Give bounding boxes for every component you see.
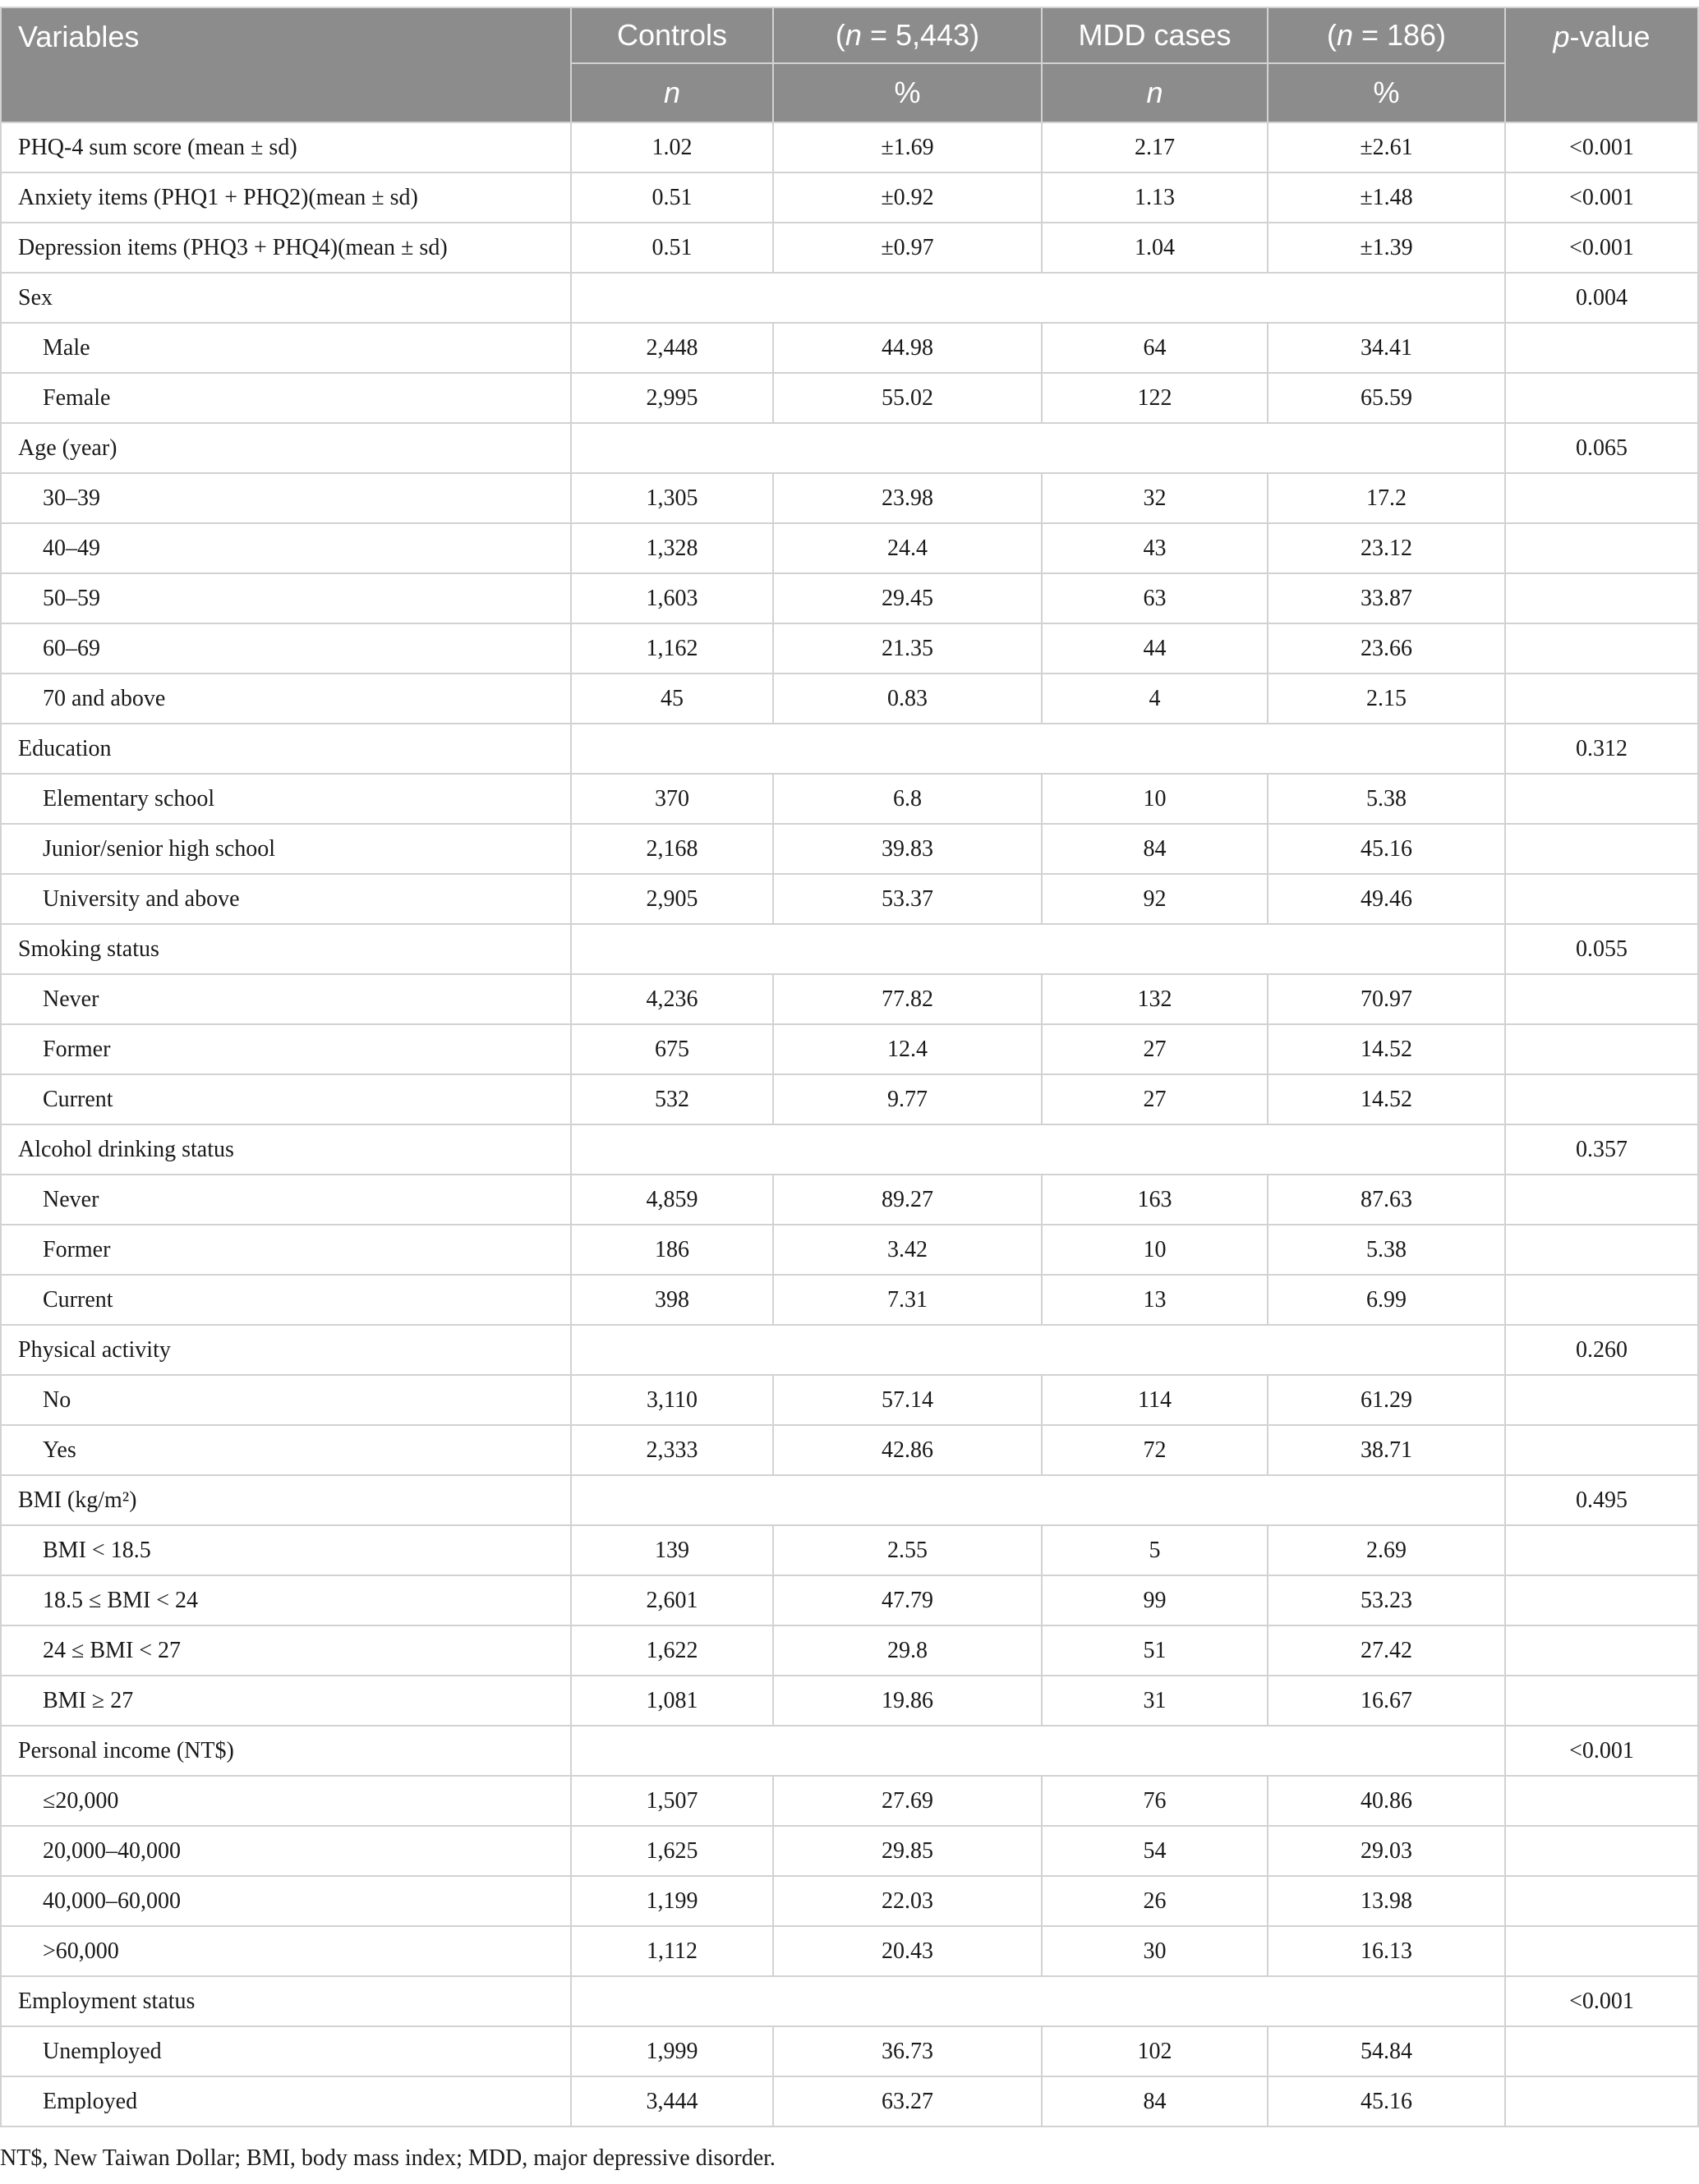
mdd-n-cell: 5 [1042, 1525, 1268, 1575]
controls-n-cell: 370 [571, 774, 773, 824]
mdd-n-cell: 54 [1042, 1826, 1268, 1876]
row-label: Depression items (PHQ3 + PHQ4)(mean ± sd) [1, 223, 571, 273]
table-row [1, 172, 1698, 223]
mdd-n-cell: 64 [1042, 323, 1268, 373]
row-label: Personal income (NT$) [1, 1726, 571, 1776]
row-label: BMI ≥ 27 [1, 1676, 571, 1726]
table-row [1, 1525, 1698, 1575]
p-value-cell [1505, 1024, 1698, 1074]
p-value-cell [1505, 874, 1698, 924]
mdd-pct-cell: ±2.61 [1268, 122, 1505, 172]
controls-n-cell: 3,110 [571, 1375, 773, 1425]
p-value-cell: <0.001 [1505, 172, 1698, 223]
p-value-cell [1505, 1425, 1698, 1475]
table-row [1, 122, 1698, 172]
p-value-cell [1505, 1676, 1698, 1726]
controls-pct-cell: 89.27 [773, 1175, 1042, 1225]
mdd-n-cell: 92 [1042, 874, 1268, 924]
p-value-cell [1505, 2076, 1698, 2127]
mdd-pct-cell: 53.23 [1268, 1575, 1505, 1625]
table-row [1, 824, 1698, 874]
mdd-pct-cell: 54.84 [1268, 2026, 1505, 2076]
category-spacer [571, 1475, 1505, 1525]
controls-pct-cell: 27.69 [773, 1776, 1042, 1826]
p-value-cell [1505, 974, 1698, 1024]
mdd-pct-cell: 33.87 [1268, 573, 1505, 623]
p-value-cell [1505, 1225, 1698, 1275]
mdd-pct-cell: 23.66 [1268, 623, 1505, 674]
mdd-pct-cell: 45.16 [1268, 2076, 1505, 2127]
mdd-n-cell: 102 [1042, 2026, 1268, 2076]
row-label: Age (year) [1, 423, 571, 473]
p-value-cell [1505, 523, 1698, 573]
row-label: 20,000–40,000 [1, 1826, 571, 1876]
mdd-n-cell: 26 [1042, 1876, 1268, 1926]
mdd-n-cell: 2.17 [1042, 122, 1268, 172]
table-row [1, 1325, 1698, 1375]
row-label: 30–39 [1, 473, 571, 523]
table-row [1, 623, 1698, 674]
p-value-cell: <0.001 [1505, 223, 1698, 273]
mdd-n-cell: 84 [1042, 824, 1268, 874]
controls-n-cell: 2,448 [571, 323, 773, 373]
controls-n-cell: 675 [571, 1024, 773, 1074]
row-label: Employment status [1, 1976, 571, 2026]
row-label: 40,000–60,000 [1, 1876, 571, 1926]
category-spacer [571, 1325, 1505, 1375]
mdd-pct-cell: 5.38 [1268, 1225, 1505, 1275]
mdd-n-cell: 30 [1042, 1926, 1268, 1976]
p-value-cell: 0.055 [1505, 924, 1698, 974]
table-row [1, 774, 1698, 824]
p-value-cell [1505, 1525, 1698, 1575]
header-controls-n: (n = 5,443) [773, 7, 1042, 63]
p-value-cell [1505, 1776, 1698, 1826]
mdd-n-cell: 76 [1042, 1776, 1268, 1826]
controls-n-cell: 1,507 [571, 1776, 773, 1826]
mdd-n-cell: 63 [1042, 573, 1268, 623]
controls-n-cell: 1,603 [571, 573, 773, 623]
row-label: BMI (kg/m²) [1, 1475, 571, 1525]
row-label: Sex [1, 273, 571, 323]
mdd-pct-cell: 87.63 [1268, 1175, 1505, 1225]
p-value-cell: 0.495 [1505, 1475, 1698, 1525]
mdd-n-cell: 114 [1042, 1375, 1268, 1425]
p-value-cell [1505, 824, 1698, 874]
row-label: Unemployed [1, 2026, 571, 2076]
controls-n-cell: 1,081 [571, 1676, 773, 1726]
controls-pct-cell: 19.86 [773, 1676, 1042, 1726]
mdd-pct-cell: 17.2 [1268, 473, 1505, 523]
controls-n-cell: 4,236 [571, 974, 773, 1024]
controls-pct-cell: 57.14 [773, 1375, 1042, 1425]
mdd-pct-cell: 40.86 [1268, 1776, 1505, 1826]
controls-n-cell: 532 [571, 1074, 773, 1124]
row-label: ≤20,000 [1, 1776, 571, 1826]
category-spacer [571, 924, 1505, 974]
p-value-cell: <0.001 [1505, 1726, 1698, 1776]
controls-n-cell: 2,905 [571, 874, 773, 924]
controls-n-cell: 1,625 [571, 1826, 773, 1876]
controls-n-cell: 1,199 [571, 1876, 773, 1926]
controls-pct-cell: ±0.97 [773, 223, 1042, 273]
p-value-cell [1505, 1876, 1698, 1926]
table-row [1, 974, 1698, 1024]
mdd-n-cell: 10 [1042, 774, 1268, 824]
controls-pct-cell: 23.98 [773, 473, 1042, 523]
row-label: Smoking status [1, 924, 571, 974]
mdd-pct-cell: 29.03 [1268, 1826, 1505, 1876]
p-value-cell [1505, 1625, 1698, 1676]
row-label: Employed [1, 2076, 571, 2127]
mdd-pct-cell: 2.15 [1268, 674, 1505, 724]
controls-n-cell: 1,999 [571, 2026, 773, 2076]
table-row [1, 1726, 1698, 1776]
mdd-n-cell: 72 [1042, 1425, 1268, 1475]
controls-pct-cell: 20.43 [773, 1926, 1042, 1976]
row-label: Anxiety items (PHQ1 + PHQ2)(mean ± sd) [1, 172, 571, 223]
table-row [1, 1024, 1698, 1074]
p-value-cell [1505, 1826, 1698, 1876]
controls-pct-cell: 29.85 [773, 1826, 1042, 1876]
controls-n-cell: 4,859 [571, 1175, 773, 1225]
table-row [1, 674, 1698, 724]
controls-n-cell: 1,162 [571, 623, 773, 674]
controls-n-cell: 2,333 [571, 1425, 773, 1475]
mdd-n-cell: 99 [1042, 1575, 1268, 1625]
row-label: Junior/senior high school [1, 824, 571, 874]
table-row [1, 473, 1698, 523]
controls-n-cell: 1,622 [571, 1625, 773, 1676]
table-footnote: NT$, New Taiwan Dollar; BMI, body mass index; MDD, major depressive disorder. [0, 2145, 776, 2171]
table-row [1, 1625, 1698, 1676]
p-value-cell [1505, 1375, 1698, 1425]
p-value-cell: <0.001 [1505, 1976, 1698, 2026]
table-row [1, 1676, 1698, 1726]
mdd-n-cell: 163 [1042, 1175, 1268, 1225]
controls-n-cell: 0.51 [571, 172, 773, 223]
row-label: University and above [1, 874, 571, 924]
category-spacer [571, 1976, 1505, 2026]
table-row [1, 2026, 1698, 2076]
table-row [1, 1124, 1698, 1175]
mdd-n-cell: 132 [1042, 974, 1268, 1024]
mdd-n-cell: 4 [1042, 674, 1268, 724]
p-value-cell [1505, 674, 1698, 724]
controls-n-cell: 45 [571, 674, 773, 724]
subheader-controls-pct: % [773, 63, 1042, 122]
mdd-pct-cell: 16.67 [1268, 1676, 1505, 1726]
p-value-cell [1505, 1926, 1698, 1976]
controls-pct-cell: 47.79 [773, 1575, 1042, 1625]
mdd-pct-cell: 61.29 [1268, 1375, 1505, 1425]
mdd-pct-cell: 38.71 [1268, 1425, 1505, 1475]
category-spacer [571, 273, 1505, 323]
table-row [1, 924, 1698, 974]
mdd-n-cell: 84 [1042, 2076, 1268, 2127]
controls-pct-cell: 42.86 [773, 1425, 1042, 1475]
controls-pct-cell: 7.31 [773, 1275, 1042, 1325]
header-mdd-n: (n = 186) [1268, 7, 1505, 63]
table-row [1, 1876, 1698, 1926]
row-label: Female [1, 373, 571, 423]
table-row [1, 423, 1698, 473]
mdd-pct-cell: 27.42 [1268, 1625, 1505, 1676]
characteristics-table [0, 7, 1699, 2127]
p-value-cell [1505, 2026, 1698, 2076]
controls-n-cell: 2,601 [571, 1575, 773, 1625]
controls-pct-cell: 24.4 [773, 523, 1042, 573]
mdd-pct-cell: ±1.48 [1268, 172, 1505, 223]
table-row [1, 1475, 1698, 1525]
controls-pct-cell: ±1.69 [773, 122, 1042, 172]
controls-pct-cell: 2.55 [773, 1525, 1042, 1575]
category-spacer [571, 423, 1505, 473]
category-spacer [571, 724, 1505, 774]
p-value-cell: 0.260 [1505, 1325, 1698, 1375]
subheader-mdd-pct: % [1268, 63, 1505, 122]
controls-n-cell: 0.51 [571, 223, 773, 273]
p-value-cell [1505, 373, 1698, 423]
controls-pct-cell: 39.83 [773, 824, 1042, 874]
row-label: Former [1, 1225, 571, 1275]
mdd-pct-cell: 16.13 [1268, 1926, 1505, 1976]
table-row [1, 1926, 1698, 1976]
controls-n-cell: 2,168 [571, 824, 773, 874]
mdd-pct-cell: 70.97 [1268, 974, 1505, 1024]
table-row [1, 1425, 1698, 1475]
table-row [1, 2076, 1698, 2127]
row-label: 18.5 ≤ BMI < 24 [1, 1575, 571, 1625]
p-value-cell [1505, 774, 1698, 824]
mdd-n-cell: 31 [1042, 1676, 1268, 1726]
row-label: 60–69 [1, 623, 571, 674]
p-value-cell: <0.001 [1505, 122, 1698, 172]
table-row [1, 1275, 1698, 1325]
controls-n-cell: 1,305 [571, 473, 773, 523]
header-variables: Variables [1, 7, 571, 122]
table-row [1, 1225, 1698, 1275]
p-value-cell [1505, 1175, 1698, 1225]
p-value-cell [1505, 1074, 1698, 1124]
mdd-n-cell: 13 [1042, 1275, 1268, 1325]
mdd-n-cell: 27 [1042, 1024, 1268, 1074]
mdd-pct-cell: ±1.39 [1268, 223, 1505, 273]
controls-pct-cell: 55.02 [773, 373, 1042, 423]
controls-n-cell: 1,112 [571, 1926, 773, 1976]
p-value-cell [1505, 1575, 1698, 1625]
table-row [1, 323, 1698, 373]
mdd-n-cell: 1.13 [1042, 172, 1268, 223]
table-row [1, 1175, 1698, 1225]
mdd-pct-cell: 45.16 [1268, 824, 1505, 874]
row-label: Current [1, 1275, 571, 1325]
table-row [1, 1375, 1698, 1425]
p-value-cell [1505, 573, 1698, 623]
p-value-cell: 0.004 [1505, 273, 1698, 323]
mdd-pct-cell: 5.38 [1268, 774, 1505, 824]
row-label: Physical activity [1, 1325, 571, 1375]
table-row [1, 223, 1698, 273]
row-label: Current [1, 1074, 571, 1124]
row-label: 24 ≤ BMI < 27 [1, 1625, 571, 1676]
p-value-cell: 0.357 [1505, 1124, 1698, 1175]
controls-n-cell: 1.02 [571, 122, 773, 172]
row-label: No [1, 1375, 571, 1425]
row-label: 40–49 [1, 523, 571, 573]
table-body [1, 122, 1698, 2127]
controls-pct-cell: 3.42 [773, 1225, 1042, 1275]
controls-n-cell: 139 [571, 1525, 773, 1575]
mdd-pct-cell: 6.99 [1268, 1275, 1505, 1325]
row-label: Male [1, 323, 571, 373]
controls-pct-cell: 9.77 [773, 1074, 1042, 1124]
row-label: Never [1, 1175, 571, 1225]
controls-n-cell: 398 [571, 1275, 773, 1325]
mdd-pct-cell: 14.52 [1268, 1024, 1505, 1074]
controls-pct-cell: ±0.92 [773, 172, 1042, 223]
mdd-pct-cell: 65.59 [1268, 373, 1505, 423]
controls-pct-cell: 53.37 [773, 874, 1042, 924]
row-label: 50–59 [1, 573, 571, 623]
controls-pct-cell: 29.45 [773, 573, 1042, 623]
table-header [1, 7, 1698, 122]
table-row [1, 1826, 1698, 1876]
mdd-pct-cell: 34.41 [1268, 323, 1505, 373]
subheader-mdd-n: n [1042, 63, 1268, 122]
table-row [1, 724, 1698, 774]
row-label: Elementary school [1, 774, 571, 824]
p-value-cell [1505, 1275, 1698, 1325]
table-row [1, 273, 1698, 323]
controls-n-cell: 1,328 [571, 523, 773, 573]
mdd-pct-cell: 23.12 [1268, 523, 1505, 573]
p-value-cell [1505, 323, 1698, 373]
table-row [1, 373, 1698, 423]
controls-pct-cell: 29.8 [773, 1625, 1042, 1676]
table-row [1, 573, 1698, 623]
mdd-n-cell: 1.04 [1042, 223, 1268, 273]
mdd-pct-cell: 14.52 [1268, 1074, 1505, 1124]
table-row [1, 1976, 1698, 2026]
controls-pct-cell: 12.4 [773, 1024, 1042, 1074]
p-value-cell [1505, 473, 1698, 523]
mdd-n-cell: 27 [1042, 1074, 1268, 1124]
controls-pct-cell: 6.8 [773, 774, 1042, 824]
controls-pct-cell: 63.27 [773, 2076, 1042, 2127]
row-label: PHQ-4 sum score (mean ± sd) [1, 122, 571, 172]
header-mdd-cases: MDD cases [1042, 7, 1268, 63]
mdd-n-cell: 43 [1042, 523, 1268, 573]
mdd-pct-cell: 2.69 [1268, 1525, 1505, 1575]
table-row [1, 1074, 1698, 1124]
controls-pct-cell: 77.82 [773, 974, 1042, 1024]
p-value-cell: 0.065 [1505, 423, 1698, 473]
row-label: 70 and above [1, 674, 571, 724]
controls-pct-cell: 44.98 [773, 323, 1042, 373]
row-label: Yes [1, 1425, 571, 1475]
controls-pct-cell: 36.73 [773, 2026, 1042, 2076]
table-row [1, 523, 1698, 573]
controls-n-cell: 3,444 [571, 2076, 773, 2127]
row-label: Former [1, 1024, 571, 1074]
mdd-pct-cell: 13.98 [1268, 1876, 1505, 1926]
p-value-cell [1505, 623, 1698, 674]
category-spacer [571, 1726, 1505, 1776]
controls-pct-cell: 21.35 [773, 623, 1042, 674]
p-value-cell: 0.312 [1505, 724, 1698, 774]
mdd-n-cell: 32 [1042, 473, 1268, 523]
mdd-n-cell: 122 [1042, 373, 1268, 423]
row-label: >60,000 [1, 1926, 571, 1976]
table-row [1, 1575, 1698, 1625]
row-label: Education [1, 724, 571, 774]
header-controls: Controls [571, 7, 773, 63]
category-spacer [571, 1124, 1505, 1175]
mdd-n-cell: 10 [1042, 1225, 1268, 1275]
row-label: BMI < 18.5 [1, 1525, 571, 1575]
controls-pct-cell: 22.03 [773, 1876, 1042, 1926]
subheader-controls-n: n [571, 63, 773, 122]
mdd-n-cell: 51 [1042, 1625, 1268, 1676]
controls-n-cell: 2,995 [571, 373, 773, 423]
table-row [1, 1776, 1698, 1826]
controls-n-cell: 186 [571, 1225, 773, 1275]
row-label: Alcohol drinking status [1, 1124, 571, 1175]
mdd-pct-cell: 49.46 [1268, 874, 1505, 924]
row-label: Never [1, 974, 571, 1024]
header-p-value: p-value [1505, 7, 1698, 122]
table-row [1, 874, 1698, 924]
controls-pct-cell: 0.83 [773, 674, 1042, 724]
mdd-n-cell: 44 [1042, 623, 1268, 674]
